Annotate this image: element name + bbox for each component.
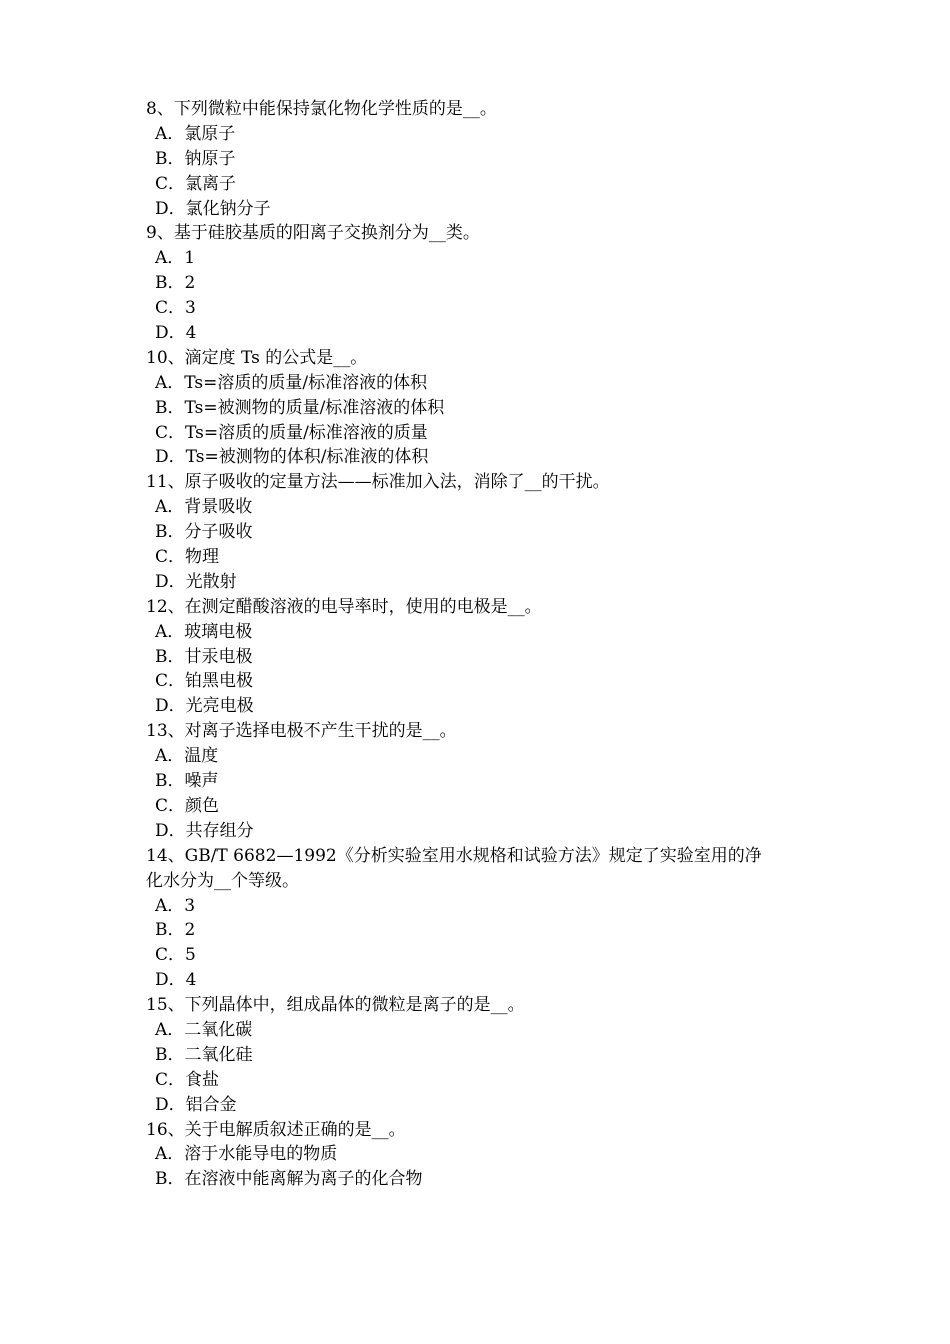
question-stem-13: 13、对离子选择电极不产生干扰的是__。	[146, 721, 457, 742]
option-15-c: C．食盐	[155, 1069, 220, 1090]
option-12-d: D．光亮电极	[155, 696, 254, 717]
option-13-c: C．颜色	[155, 795, 220, 816]
option-14-d: D．4	[155, 970, 197, 991]
option-10-b: B．Ts=被测物的质量/标准溶液的体积	[155, 397, 445, 418]
option-14-c: C．5	[155, 945, 196, 966]
question-stem-10: 10、滴定度 Ts 的公式是__。	[146, 347, 368, 368]
question-stem-14-line1: 14、GB/T 6682—1992《分析实验室用水规格和试验方法》规定了实验室用的净	[146, 845, 762, 866]
option-14-b: B．2	[155, 920, 196, 941]
question-stem-15: 15、下列晶体中，组成晶体的微粒是离子的是__。	[146, 995, 525, 1016]
question-stem-16: 16、关于电解质叙述正确的是__。	[146, 1119, 406, 1140]
option-10-c: C．Ts=溶质的质量/标准溶液的质量	[155, 422, 428, 443]
question-stem-14-line2: 化水分为__个等级。	[146, 870, 299, 891]
option-11-d: D．光散射	[155, 571, 237, 592]
option-10-a: A．Ts=溶质的质量/标准溶液的体积	[155, 372, 428, 393]
option-15-a: A．二氧化碳	[155, 1019, 253, 1040]
option-11-b: B．分子吸收	[155, 522, 253, 543]
option-10-d: D．Ts=被测物的体积/标准液的体积	[155, 447, 429, 468]
option-12-b: B．甘汞电极	[155, 646, 253, 667]
option-9-b: B．2	[155, 273, 196, 294]
question-stem-9: 9、基于硅胶基质的阳离子交换剂分为__类。	[146, 223, 480, 244]
option-16-a: A．溶于水能导电的物质	[155, 1144, 338, 1165]
option-9-c: C．3	[155, 298, 196, 319]
option-8-d: D．氯化钠分子	[155, 198, 271, 219]
option-8-b: B．钠原子	[155, 148, 236, 169]
option-13-a: A．温度	[155, 746, 219, 767]
document-page	[146, 97, 826, 1192]
question-stem-12: 12、在测定醋酸溶液的电导率时，使用的电极是__。	[146, 596, 542, 617]
option-11-a: A．背景吸收	[155, 497, 253, 518]
option-15-b: B．二氧化硅	[155, 1044, 253, 1065]
option-9-d: D．4	[155, 323, 197, 344]
option-13-d: D．共存组分	[155, 820, 254, 841]
option-11-c: C．物理	[155, 547, 220, 568]
question-stem-11: 11、原子吸收的定量方法——标准加入法，消除了__的干扰。	[146, 472, 610, 493]
option-8-a: A．氯原子	[155, 123, 236, 144]
option-12-a: A．玻璃电极	[155, 621, 253, 642]
option-16-b: B．在溶液中能离解为离子的化合物	[155, 1169, 423, 1190]
option-15-d: D．铝合金	[155, 1094, 237, 1115]
option-12-c: C．铂黑电极	[155, 671, 254, 692]
question-stem-8: 8、下列微粒中能保持氯化物化学性质的是__。	[146, 99, 497, 119]
option-8-c: C．氯离子	[155, 173, 237, 194]
option-13-b: B．噪声	[155, 771, 219, 792]
option-14-a: A．3	[155, 895, 196, 916]
option-9-a: A．1	[155, 248, 196, 269]
